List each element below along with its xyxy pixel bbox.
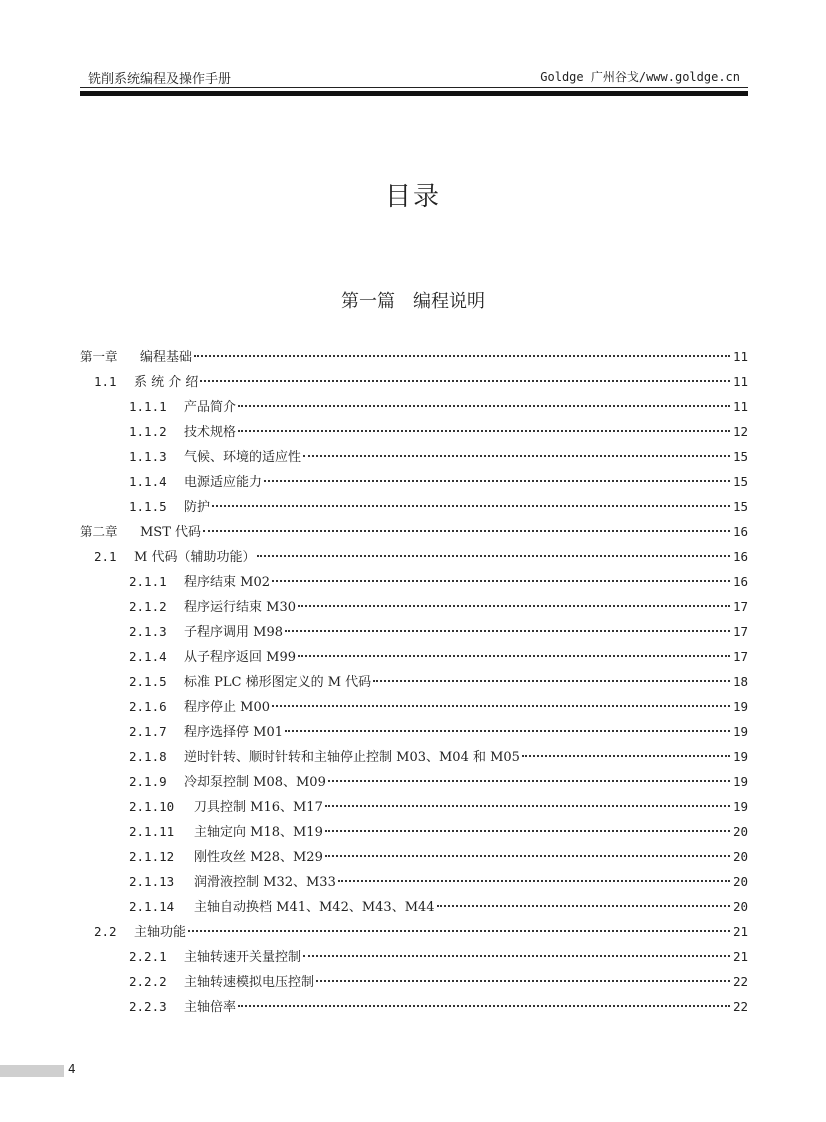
company-website: Goldge 广州谷戈/www.goldge.cn [540,70,740,84]
toc-entry-number: 2.1.13 [129,874,175,889]
toc-dot-leader [238,429,730,432]
toc-entry-number: 2.1.1 [129,574,167,589]
toc-dot-leader [298,654,730,657]
toc-entry-page: 16 [732,524,748,539]
document-title: 目录 [384,182,441,212]
toc-entry-page: 19 [732,749,748,764]
toc-dot-leader [203,529,730,532]
toc-entry-label: 主轴转速模拟电压控制 [184,975,315,990]
toc-entry-label: 冷却泵控制 M08、M09 [184,775,326,790]
toc-dot-leader [298,604,730,607]
toc-entry-number: 第二章 [80,524,118,539]
toc-entry-page: 19 [732,699,748,714]
toc-entry-page: 17 [732,649,748,664]
toc-dot-leader [437,904,730,907]
toc-entry-number: 2.1.12 [129,849,175,864]
toc-entry-page: 19 [732,724,748,739]
toc-dot-leader [212,504,730,507]
toc-dot-leader [303,454,730,457]
toc-entry[interactable] [80,444,748,469]
header-rule-thin [80,87,748,88]
toc-entry[interactable] [80,794,748,819]
toc-entry-label: 标准 PLC 梯形图定义的 M 代码 [184,675,372,690]
toc-entry[interactable] [80,569,748,594]
toc-entry-number: 1.1.2 [129,424,167,439]
toc-dot-leader [188,929,730,932]
toc-entry-page: 20 [732,824,748,839]
toc-entry[interactable] [80,919,748,944]
toc-entry[interactable] [80,819,748,844]
toc-entry-page: 15 [732,449,748,464]
toc-dot-leader [194,354,730,357]
toc-entry-label: 系 统 介 绍 [134,375,199,390]
toc-entry-page: 20 [732,874,748,889]
toc-entry[interactable] [80,644,748,669]
toc-entry-number: 2.1.5 [129,674,167,689]
toc-entry-label: MST 代码 [140,525,202,540]
page-header [80,64,748,100]
toc-entry-number: 2.2.1 [129,949,167,964]
toc-entry-label: 程序结束 M02 [184,575,270,590]
toc-entry[interactable] [80,594,748,619]
toc-entry-label: 技术规格 [184,425,237,440]
toc-entry-number: 2.1.2 [129,599,167,614]
toc-dot-leader [257,554,730,557]
toc-entry-number: 1.1.5 [129,499,167,514]
toc-entry-number: 2.1.6 [129,699,167,714]
toc-entry[interactable] [80,869,748,894]
toc-entry-label: 刚性攻丝 M28、M29 [194,850,323,865]
toc-entry-number: 第一章 [80,349,118,364]
toc-dot-leader [316,979,730,982]
toc-entry-label: 程序运行结束 M30 [184,600,296,615]
toc-entry-number: 2.1.8 [129,749,167,764]
toc-entry-page: 15 [732,499,748,514]
toc-entry-page: 20 [732,849,748,864]
toc-entry-page: 18 [732,674,748,689]
toc-entry[interactable] [80,394,748,419]
toc-entry-page: 15 [732,474,748,489]
toc-entry-number: 2.1.4 [129,649,167,664]
toc-entry[interactable] [80,469,748,494]
toc-dot-leader [303,954,730,957]
toc-entry-number: 2.1.9 [129,774,167,789]
toc-entry-label: 主轴自动换档 M41、M42、M43、M44 [194,900,435,915]
toc-entry[interactable] [80,419,748,444]
toc-entry-page: 11 [732,399,748,414]
toc-entry-number: 1.1.4 [129,474,167,489]
toc-entry-number: 2.2.3 [129,999,167,1014]
manual-title: 铣削系统编程及操作手册 [88,72,232,87]
toc-entry-label: 产品简介 [184,400,237,415]
toc-dot-leader [285,629,730,632]
toc-entry-number: 2.2 [94,924,117,939]
toc-entry-number: 2.1.3 [129,624,167,639]
toc-entry-label: M 代码（辅助功能） [134,550,256,565]
toc-entry-page: 19 [732,774,748,789]
toc-entry-label: 主轴定向 M18、M19 [194,825,323,840]
toc-entry-label: 电源适应能力 [184,475,263,490]
toc-entry-number: 2.1.14 [129,899,175,914]
toc-dot-leader [238,1004,730,1007]
toc-entry-label: 编程基础 [140,350,193,365]
toc-entry[interactable] [80,619,748,644]
toc-entry-label: 子程序调用 M98 [184,625,283,640]
toc-entry-label: 主轴转速开关量控制 [184,950,302,965]
toc-entry[interactable] [80,544,748,569]
toc-entry-page: 21 [732,949,748,964]
toc-dot-leader [200,379,730,382]
toc-dot-leader [325,854,730,857]
toc-entry-number: 1.1.1 [129,399,167,414]
toc-entry[interactable] [80,894,748,919]
toc-entry-number: 2.1.7 [129,724,167,739]
toc-entry-page: 11 [732,349,748,364]
toc-entry[interactable] [80,844,748,869]
toc-entry[interactable] [80,744,748,769]
toc-entry[interactable] [80,994,748,1019]
toc-entry-page: 22 [732,999,748,1014]
toc-entry-number: 1.1.3 [129,449,167,464]
toc-entry[interactable] [80,719,748,744]
toc-dot-leader [238,404,730,407]
toc-entry[interactable] [80,694,748,719]
toc-entry-number: 2.1.11 [129,824,175,839]
toc-entry-page: 17 [732,624,748,639]
toc-dot-leader [338,879,730,882]
toc-dot-leader [328,779,730,782]
toc-entry[interactable] [80,669,748,694]
toc-dot-leader [373,679,730,682]
toc-entry-label: 逆时针转、顺时针转和主轴停止控制 M03、M04 和 M05 [184,750,520,765]
toc-entry-page: 16 [732,549,748,564]
toc-entry[interactable] [80,944,748,969]
toc-entry-page: 11 [732,374,748,389]
toc-entry-label: 气候、环境的适应性 [184,450,302,465]
toc-entry-label: 主轴功能 [134,925,187,940]
toc-entry[interactable] [80,344,748,369]
toc-entry-label: 从子程序返回 M99 [184,650,296,665]
part-title: 第一篇 编程说明 [341,291,485,312]
page-number: 4 [68,1062,76,1076]
toc-dot-leader [325,804,730,807]
footer-bar [0,1065,64,1077]
toc-entry-label: 程序选择停 M01 [184,725,283,740]
toc-entry[interactable] [80,369,748,394]
toc-entry-number: 2.1 [94,549,117,564]
toc-entry-page: 19 [732,799,748,814]
toc-entry-page: 22 [732,974,748,989]
toc-dot-leader [272,704,730,707]
toc-entry[interactable] [80,769,748,794]
toc-entry-label: 刀具控制 M16、M17 [194,800,323,815]
toc-entry-number: 2.2.2 [129,974,167,989]
toc-entry-page: 21 [732,924,748,939]
toc-entry-label: 主轴倍率 [184,1000,237,1015]
toc-entry[interactable] [80,519,748,544]
toc-entry-page: 12 [732,424,748,439]
table-of-contents [80,344,748,1019]
toc-dot-leader [272,579,730,582]
toc-entry-number: 2.1.10 [129,799,175,814]
toc-entry-page: 16 [732,574,748,589]
toc-entry-label: 程序停止 M00 [184,700,270,715]
toc-entry[interactable] [80,969,748,994]
toc-entry-number: 1.1 [94,374,117,389]
toc-dot-leader [285,729,730,732]
toc-entry-label: 防护 [184,500,211,515]
header-rule-thick [80,91,748,96]
toc-entry-label: 润滑液控制 M32、M33 [194,875,336,890]
toc-entry-page: 20 [732,899,748,914]
toc-dot-leader [325,829,730,832]
toc-entry-page: 17 [732,599,748,614]
toc-dot-leader [522,754,730,757]
toc-dot-leader [264,479,730,482]
toc-entry[interactable] [80,494,748,519]
